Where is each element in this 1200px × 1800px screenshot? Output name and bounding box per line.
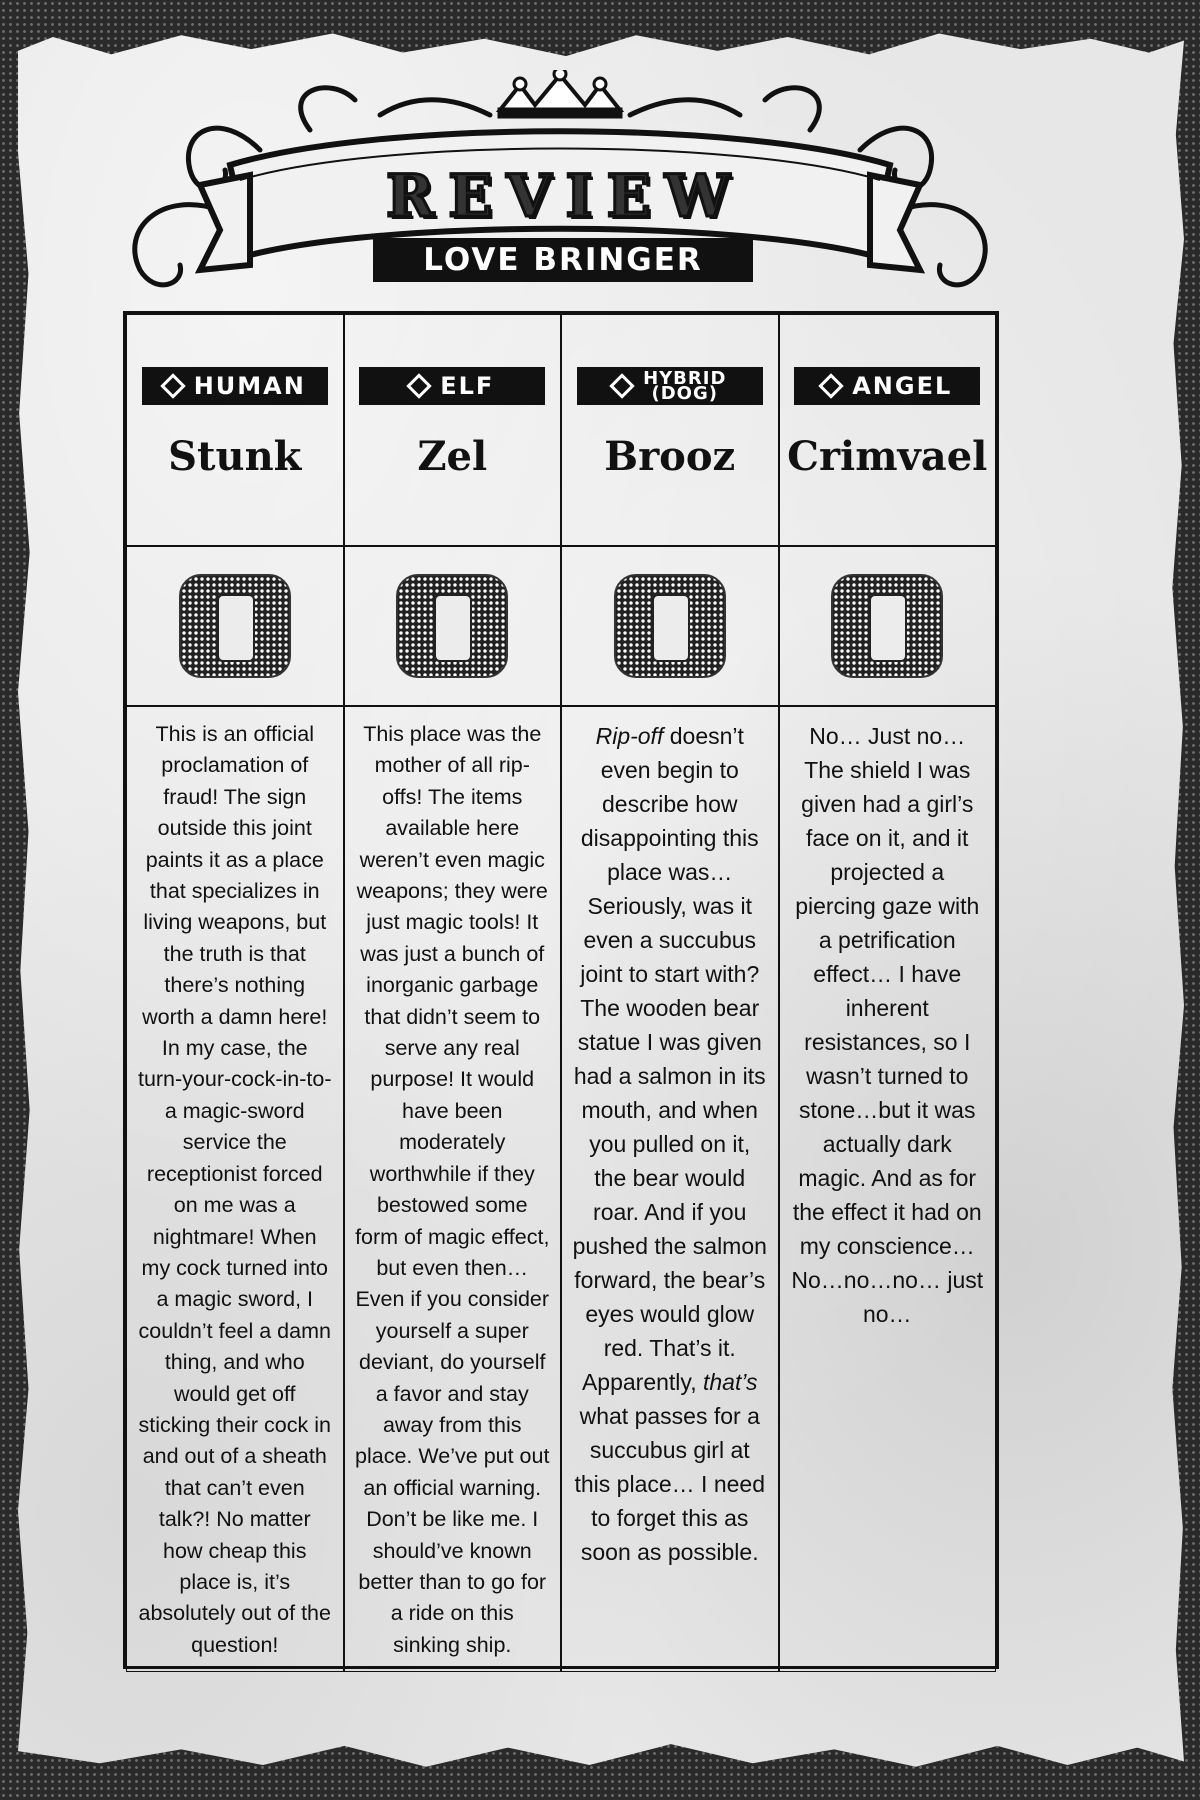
reviewer-header-stunk [126,314,344,546]
score-cell [779,546,997,706]
score-zero [614,574,726,678]
review-text-zel: This place was the mother of all rip-offs! The items available here weren’t even magic weapons; they were just magic tools! It was just a bunch of inorganic garbage that didn’t seem to serve any real purpose! It would have been moderately worthwhile if they bestowed some form of magic effect, but even then… Even if you consider yourself a super deviant, do yourself a favor and stay away from this place. We’ve put out an official warning. Don’t be like me. I should’ve known better than to go for a ride on this sinking ship. [344,706,562,1672]
race-tag [794,367,980,405]
reviewer-header-zel [344,314,562,546]
score-zero [179,574,291,678]
review-text-stunk: This is an official proclamation of fraud! The sign outside this joint paints it as a place that specializes in living weapons, but the truth is that there’s nothing worth a damn here! In my case, the turn-your-cock-in-to-a magic-sword service the receptionist forced on me was a nightmare! When my cock turned into a magic sword, I couldn’t feel a damn thing, and who would get off sticking their cock in and out of a sheath that can’t even talk?! No matter how cheap this place is, it’s absolutely out of the question! [126,706,344,1672]
race-label-line2: (DOG) [651,383,718,404]
diamond-icon [818,373,843,398]
diamond-icon [609,373,634,398]
review-subtitle: LOVE BRINGER [373,238,753,282]
score-cell [126,546,344,706]
review-part: what passes for a succubus girl at this place… I need to forget this as soon as possible. [574,1403,765,1565]
score-zero [831,574,943,678]
review-text-brooz [561,706,779,1672]
reviewer-name: Crimvael [787,433,988,480]
review-italic: Rip-off [595,723,664,749]
diamond-icon [406,373,431,398]
crown-icon [498,70,622,118]
race-label [643,368,727,404]
race-label: HUMAN [193,372,306,400]
review-table [123,311,999,1669]
race-label: ELF [440,372,495,400]
race-tag [142,367,328,405]
diamond-icon [160,373,185,398]
reviewer-name: Brooz [604,433,736,480]
race-label-line1: HYBRID [643,368,727,389]
race-tag [577,367,763,405]
reviewer-header-crimvael [779,314,997,546]
review-part: doesn’t even begin to describe how disappointing this place was… Seriously, was it even a succubus joint to start with? The wooden bear statue I was given had a salmon in its mouth, and when you pulled on it, the bear would roar. And if you pushed the salmon forward, the bear’s eyes would glow red. That’s it. Apparently, [572,723,767,1395]
review-title: REVIEW [386,162,744,230]
reviewer-header-brooz [561,314,779,546]
review-text-crimvael: No… Just no… The shield I was given had a girl’s face on it, and it projected a piercing gaze with a petrification effect… I have inherent resistances, so I wasn’t turned to stone…but it was actually dark magic. And as for the effect it had on my conscience… No…no…no… just no… [779,706,997,1672]
race-tag [359,367,545,405]
reviewer-name: Zel [417,433,488,480]
score-cell [561,546,779,706]
race-label: ANGEL [852,372,953,400]
score-zero [396,574,508,678]
score-cell [344,546,562,706]
reviewer-name: Stunk [168,433,302,480]
review-italic: that’s [702,1369,758,1395]
